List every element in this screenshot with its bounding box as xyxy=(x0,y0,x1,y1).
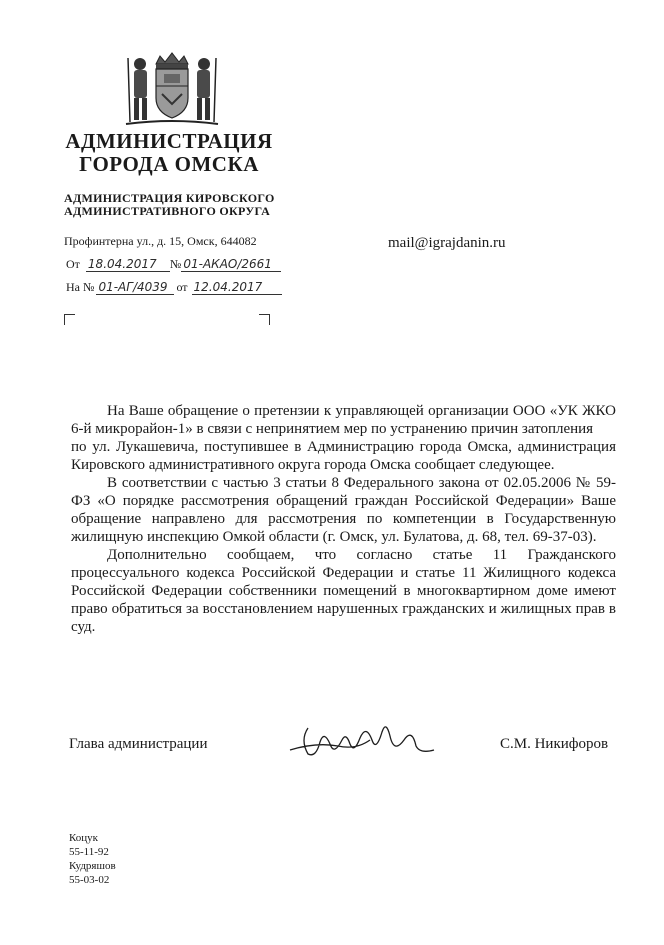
executor-name-1: Коцук xyxy=(69,832,99,844)
organization-subtitle-line1: АДМИНИСТРАЦИЯ КИРОВСКОГО xyxy=(64,191,275,205)
registration-line-reference xyxy=(66,280,282,295)
executor-phone-2: 55-03-02 xyxy=(69,874,110,886)
address-block-corner-right xyxy=(259,314,270,325)
signatory-name: С.М. Никифоров xyxy=(500,736,609,752)
executors-block xyxy=(69,831,116,887)
organization-subtitle xyxy=(64,192,294,218)
outgoing-number: 01-АКАО/2661 xyxy=(181,257,281,272)
body-paragraph-3: Дополнительно сообщаем, что согласно статье 11 Гражданского процессуального кодекса Российской Федерации и статье 11 Жилищного кодекса Российской Федерации собственники помещений в многоквартирном доме имеют право обратиться за восстановлением нарушенных гражданских и жилищных прав в суд. xyxy=(71,547,616,635)
outgoing-date: 18.04.2017 xyxy=(86,257,170,272)
registration-line-outgoing xyxy=(66,257,281,272)
reference-from-label: от xyxy=(176,280,188,294)
signatory-title: Глава администрации xyxy=(69,736,208,752)
reference-date: 12.04.2017 xyxy=(192,280,282,295)
organization-title-line2: ГОРОДА ОМСКА xyxy=(79,152,259,176)
address-block-corner-left xyxy=(64,314,75,325)
number-label: № xyxy=(169,257,182,271)
body-paragraph-2: В соответствии с частью 3 статьи 8 Федерального закона от 02.05.2006 № 59-ФЗ «О порядке рассмотрения обращений граждан Российской Федерации» Ваше обращение направлено для рассмотрения по компетенции в Государственную жилищную инспекцию Омкой области (г. Омск, ул. Булатова, д. 68, тел. 69-37-03). xyxy=(71,475,616,545)
reference-number: 01-АГ/4039 xyxy=(96,280,174,295)
organization-subtitle-line2: АДМИНИСТРАТИВНОГО ОКРУГА xyxy=(64,204,271,218)
body-paragraph-1-part-1: На Ваше обращение о претензии к управляющей организации ООО «УК ЖКО 6-й микрорайон-1» в связи с непринятием мер по устранению причин затопления xyxy=(71,403,616,437)
body-paragraph-1-part-2: по ул. Лукашевича, поступившее в Администрацию города Омска, администрация Кировского административного округа города Омска сообщает следующее. xyxy=(71,439,616,473)
organization-title xyxy=(64,130,274,176)
letter-body xyxy=(71,402,616,636)
handwritten-signature xyxy=(286,710,446,766)
executor-phone-1: 55-11-92 xyxy=(69,846,109,858)
recipient-email: mail@igrajdanin.ru xyxy=(388,235,506,251)
sender-address: Профинтерна ул., д. 15, Омск, 644082 xyxy=(64,234,257,248)
omsk-coat-of-arms-icon xyxy=(118,50,226,130)
reference-label: На № xyxy=(66,280,95,294)
organization-title-line1: АДМИНИСТРАЦИЯ xyxy=(65,129,273,153)
from-label: От xyxy=(66,257,80,271)
executor-name-2: Кудряшов xyxy=(69,860,116,872)
